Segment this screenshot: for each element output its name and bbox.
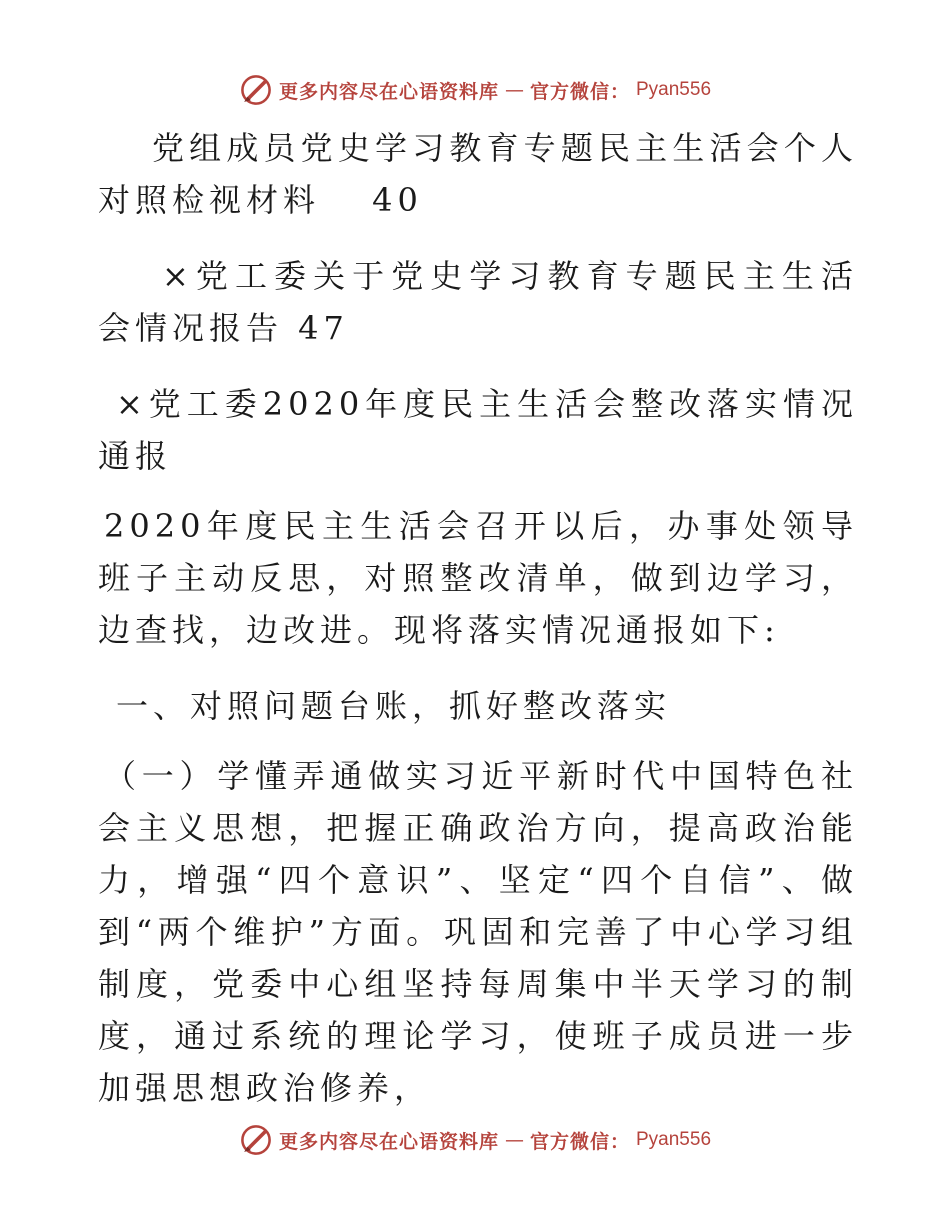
- banner-text: 更多内容尽在心语资料库: [278, 1130, 499, 1153]
- paragraph-intro: 2020年度民主生活会召开以后，办事处领导班子主动反思，对照整改清单，做到边学习，边查找，边改进。现将落实情况通报如下:: [98, 507, 858, 649]
- paragraph-toc-item-2: ×党工委关于党史学习教育专题民主生活会情况报告 47: [98, 257, 858, 347]
- paragraph-toc-item-1: 党组成员党史学习教育专题民主生活会个人对照检视材料 40: [98, 129, 858, 219]
- pen-logo-icon: [239, 1123, 273, 1157]
- banner-label: 官方微信：: [529, 80, 630, 103]
- pen-logo-icon: [239, 73, 273, 107]
- banner-wechat-id: Pyan556: [636, 79, 712, 100]
- banner-wechat-id: Pyan556: [636, 1129, 712, 1150]
- paragraph-section-title: ×党工委2020年度民主生活会整改落实情况通报: [98, 385, 858, 475]
- paragraph-body-1: （一）学懂弄通做实习近平新时代中国特色社会主义思想，把握正确政治方向，提高政治能力，增强“四个意识”、坚定“四个自信”、做到“两个维护”方面。巩固和完善了中心学习组制度，党委中心组坚持每周集中半天学习的制度，通过系统的理论学习，使班子成员进一步加强思想政治修养，: [98, 757, 858, 1107]
- banner-label: 官方微信：: [529, 1130, 630, 1153]
- paragraph-heading-1: 一、对照问题台账，抓好整改落实: [116, 687, 672, 725]
- banner-text: 更多内容尽在心语资料库: [278, 80, 499, 103]
- header-watermark-banner: [0, 70, 950, 110]
- banner-separator: —: [504, 79, 524, 101]
- banner-separator: —: [504, 1129, 524, 1151]
- document-body: [98, 122, 858, 1138]
- footer-watermark-banner: [0, 1120, 950, 1160]
